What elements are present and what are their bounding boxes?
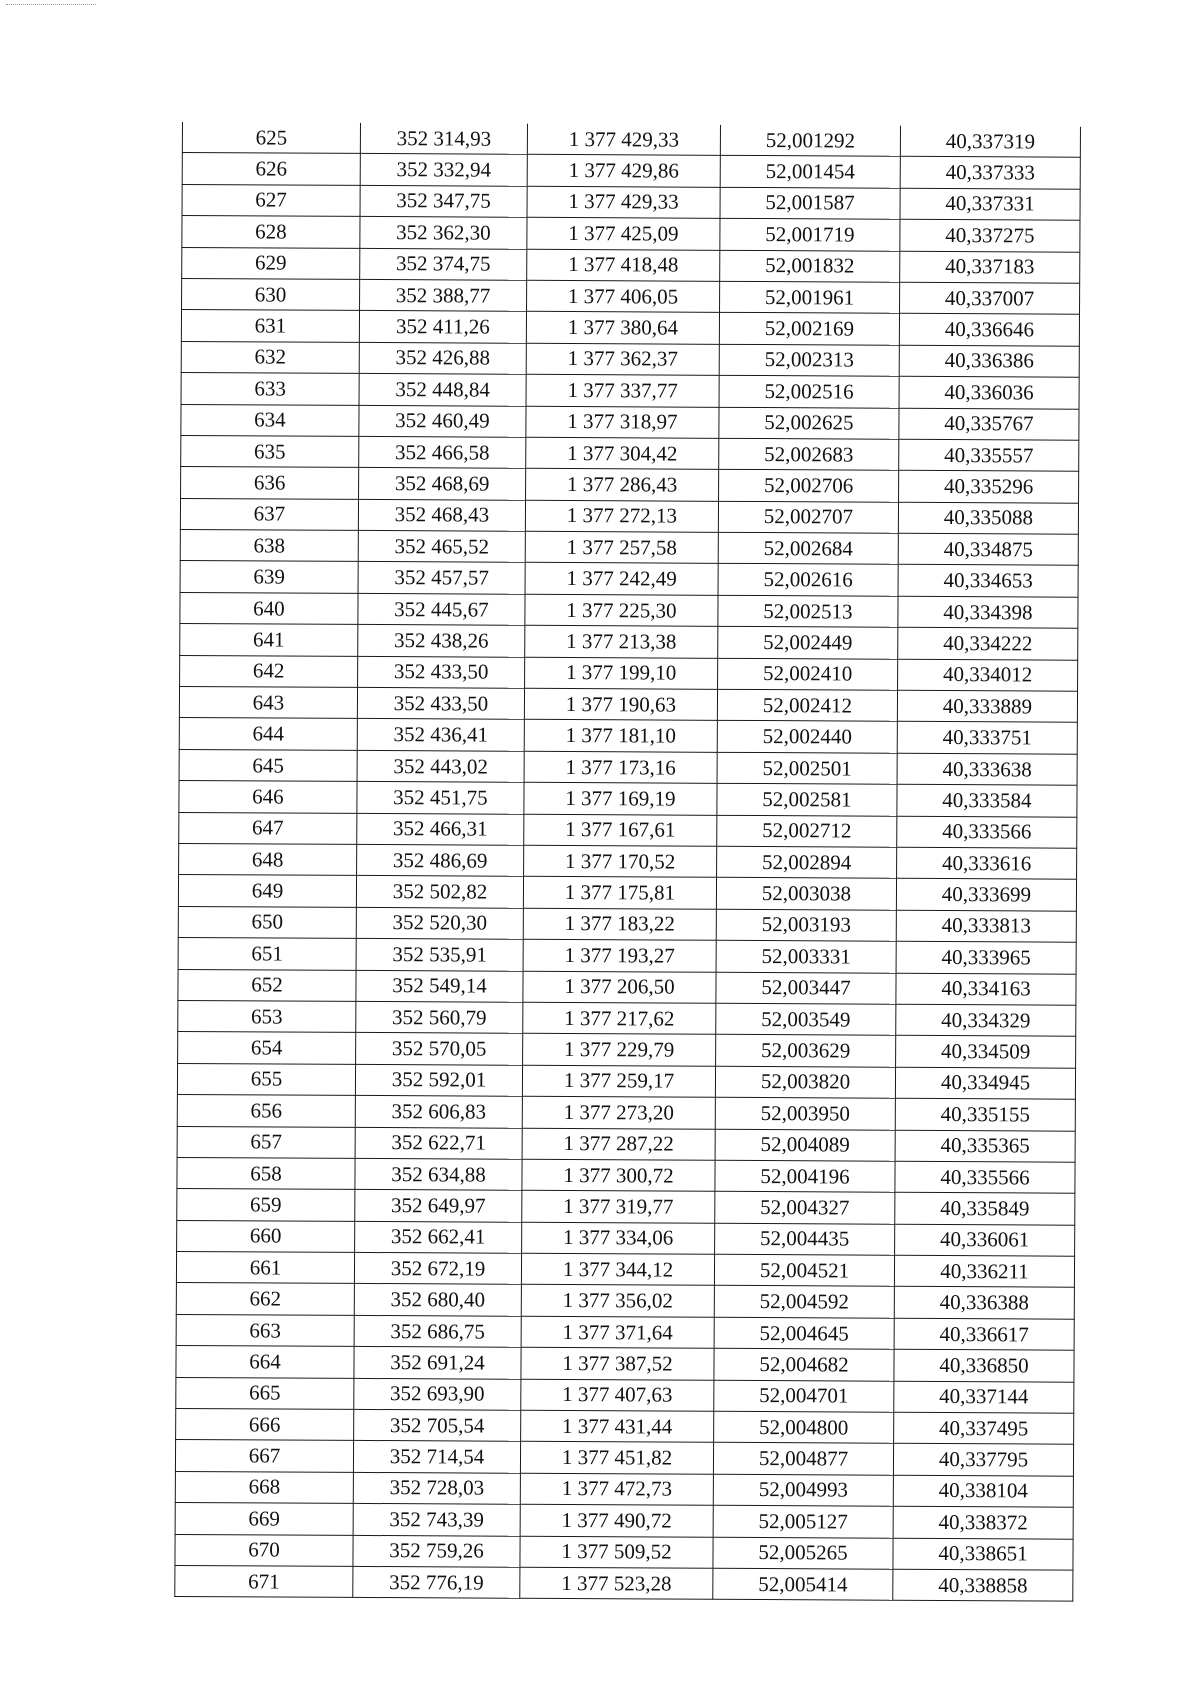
point-number-cell: 649	[178, 875, 356, 907]
point-number-cell: 642	[180, 655, 358, 687]
point-number-cell: 670	[175, 1534, 353, 1566]
latitude-cell: 52,002412	[717, 689, 897, 721]
x-coordinate-cell: 352 314,93	[360, 123, 527, 155]
x-coordinate-cell: 352 634,88	[355, 1158, 522, 1190]
longitude-cell: 40,337319	[900, 126, 1080, 158]
table-row	[175, 1471, 1073, 1507]
y-coordinate-cell: 1 377 429,33	[527, 124, 720, 156]
point-number-cell: 635	[181, 435, 359, 467]
point-number-cell: 663	[176, 1314, 354, 1346]
y-coordinate-cell: 1 377 273,20	[522, 1096, 715, 1128]
latitude-cell: 52,004089	[715, 1129, 895, 1161]
point-number-cell: 636	[181, 467, 359, 499]
latitude-cell: 52,001832	[720, 250, 900, 282]
table-row	[181, 310, 1079, 346]
longitude-cell: 40,336211	[894, 1255, 1074, 1287]
latitude-cell: 52,001961	[720, 281, 900, 313]
y-coordinate-cell: 1 377 472,73	[520, 1473, 713, 1505]
longitude-cell: 40,337275	[900, 219, 1080, 251]
longitude-cell: 40,334163	[896, 973, 1076, 1005]
y-coordinate-cell: 1 377 418,48	[527, 249, 720, 281]
y-coordinate-cell: 1 377 429,86	[527, 155, 720, 187]
point-number-cell: 644	[179, 718, 357, 750]
y-coordinate-cell: 1 377 193,27	[523, 939, 716, 971]
x-coordinate-cell: 352 347,75	[360, 185, 527, 217]
latitude-cell: 52,002313	[719, 344, 899, 376]
x-coordinate-cell: 352 691,24	[354, 1347, 521, 1379]
table-row	[182, 278, 1080, 314]
latitude-cell: 52,005414	[713, 1568, 893, 1600]
x-coordinate-cell: 352 388,77	[360, 279, 527, 311]
point-number-cell: 631	[181, 310, 359, 342]
y-coordinate-cell: 1 377 169,19	[524, 783, 717, 815]
y-coordinate-cell: 1 377 380,64	[526, 312, 719, 344]
latitude-cell: 52,004993	[713, 1474, 893, 1506]
table-row	[178, 1032, 1076, 1068]
latitude-cell: 52,001587	[720, 187, 900, 219]
latitude-cell: 52,004701	[714, 1380, 894, 1412]
table-row	[179, 687, 1077, 723]
table-row	[182, 184, 1080, 220]
x-coordinate-cell: 352 468,43	[358, 499, 525, 531]
longitude-cell: 40,335849	[895, 1193, 1075, 1225]
y-coordinate-cell: 1 377 334,06	[522, 1222, 715, 1254]
table-row	[181, 435, 1079, 471]
table-row	[182, 122, 1080, 158]
y-coordinate-cell: 1 377 406,05	[527, 280, 720, 312]
y-coordinate-cell: 1 377 362,37	[526, 343, 719, 375]
x-coordinate-cell: 352 443,02	[357, 750, 524, 782]
latitude-cell: 52,002707	[718, 501, 898, 533]
table-row	[181, 467, 1079, 503]
y-coordinate-cell: 1 377 509,52	[520, 1536, 713, 1568]
x-coordinate-cell: 352 411,26	[359, 311, 526, 343]
table-row	[179, 781, 1077, 817]
y-coordinate-cell: 1 377 170,52	[524, 845, 717, 877]
x-coordinate-cell: 352 680,40	[354, 1284, 521, 1316]
table-row	[178, 938, 1076, 974]
latitude-cell: 52,001292	[720, 125, 900, 157]
scan-artifact	[6, 4, 96, 9]
point-number-cell: 653	[178, 1000, 356, 1032]
point-number-cell: 646	[179, 781, 357, 813]
x-coordinate-cell: 352 693,90	[354, 1378, 521, 1410]
longitude-cell: 40,337007	[900, 282, 1080, 314]
point-number-cell: 625	[182, 122, 360, 154]
x-coordinate-cell: 352 465,52	[358, 531, 525, 563]
latitude-cell: 52,002684	[718, 532, 898, 564]
table-row	[179, 812, 1077, 848]
table-row	[177, 1126, 1075, 1162]
latitude-cell: 52,005127	[713, 1505, 893, 1537]
latitude-cell: 52,002581	[717, 784, 897, 816]
coordinates-table	[174, 122, 1081, 1602]
table-row	[180, 655, 1078, 691]
longitude-cell: 40,333889	[897, 690, 1077, 722]
longitude-cell: 40,336036	[899, 376, 1079, 408]
latitude-cell: 52,002683	[719, 438, 899, 470]
y-coordinate-cell: 1 377 337,77	[526, 374, 719, 406]
y-coordinate-cell: 1 377 287,22	[522, 1128, 715, 1160]
latitude-cell: 52,003447	[716, 972, 896, 1004]
longitude-cell: 40,336061	[895, 1224, 1075, 1256]
latitude-cell: 52,002625	[719, 407, 899, 439]
table-row	[181, 341, 1079, 377]
longitude-cell: 40,336850	[894, 1349, 1074, 1381]
x-coordinate-cell: 352 535,91	[356, 939, 523, 971]
x-coordinate-cell: 352 592,01	[355, 1064, 522, 1096]
latitude-cell: 52,005265	[713, 1537, 893, 1569]
x-coordinate-cell: 352 549,14	[356, 970, 523, 1002]
longitude-cell: 40,337333	[900, 157, 1080, 189]
point-number-cell: 647	[179, 812, 357, 844]
table-row	[176, 1252, 1074, 1288]
x-coordinate-cell: 352 560,79	[356, 1001, 523, 1033]
x-coordinate-cell: 352 448,84	[359, 374, 526, 406]
x-coordinate-cell: 352 466,58	[359, 436, 526, 468]
y-coordinate-cell: 1 377 344,12	[521, 1253, 714, 1285]
latitude-cell: 52,002169	[719, 313, 899, 345]
longitude-cell: 40,333616	[897, 847, 1077, 879]
point-number-cell: 671	[175, 1565, 353, 1597]
y-coordinate-cell: 1 377 431,44	[521, 1410, 714, 1442]
x-coordinate-cell: 352 486,69	[357, 844, 524, 876]
latitude-cell: 52,002712	[717, 815, 897, 847]
x-coordinate-cell: 352 662,41	[355, 1221, 522, 1253]
y-coordinate-cell: 1 377 175,81	[523, 877, 716, 909]
latitude-cell: 52,002513	[718, 595, 898, 627]
table-row	[182, 153, 1080, 189]
point-number-cell: 626	[182, 153, 360, 185]
point-number-cell: 660	[177, 1220, 355, 1252]
x-coordinate-cell: 352 606,83	[355, 1096, 522, 1128]
longitude-cell: 40,333965	[896, 941, 1076, 973]
y-coordinate-cell: 1 377 167,61	[524, 814, 717, 846]
x-coordinate-cell: 352 445,67	[358, 593, 525, 625]
latitude-cell: 52,002501	[717, 752, 897, 784]
point-number-cell: 637	[180, 498, 358, 530]
table-row	[177, 1189, 1075, 1225]
table-row	[179, 749, 1077, 785]
latitude-cell: 52,004645	[714, 1317, 894, 1349]
latitude-cell: 52,003820	[715, 1066, 895, 1098]
longitude-cell: 40,333699	[896, 879, 1076, 911]
table-row	[180, 561, 1078, 597]
point-number-cell: 648	[179, 843, 357, 875]
x-coordinate-cell: 352 728,03	[353, 1472, 520, 1504]
latitude-cell: 52,004521	[714, 1254, 894, 1286]
longitude-cell: 40,337495	[894, 1412, 1074, 1444]
point-number-cell: 667	[175, 1440, 353, 1472]
longitude-cell: 40,338372	[893, 1506, 1073, 1538]
latitude-cell: 52,002516	[719, 375, 899, 407]
latitude-cell: 52,004592	[714, 1286, 894, 1318]
point-number-cell: 668	[175, 1471, 353, 1503]
y-coordinate-cell: 1 377 213,38	[525, 626, 718, 658]
y-coordinate-cell: 1 377 173,16	[524, 751, 717, 783]
table-row	[179, 843, 1077, 879]
coordinates-table-body	[175, 122, 1081, 1602]
y-coordinate-cell: 1 377 429,33	[527, 186, 720, 218]
y-coordinate-cell: 1 377 181,10	[524, 720, 717, 752]
point-number-cell: 632	[181, 341, 359, 373]
longitude-cell: 40,334875	[898, 533, 1078, 565]
latitude-cell: 52,003549	[716, 1003, 896, 1035]
latitude-cell: 52,003193	[716, 909, 896, 941]
y-coordinate-cell: 1 377 300,72	[522, 1159, 715, 1191]
x-coordinate-cell: 352 433,50	[357, 687, 524, 719]
table-row	[176, 1283, 1074, 1319]
table-row	[180, 530, 1078, 566]
longitude-cell: 40,333584	[897, 784, 1077, 816]
point-number-cell: 662	[176, 1283, 354, 1315]
point-number-cell: 661	[176, 1252, 354, 1284]
point-number-cell: 652	[178, 969, 356, 1001]
y-coordinate-cell: 1 377 318,97	[526, 406, 719, 438]
y-coordinate-cell: 1 377 356,02	[521, 1285, 714, 1317]
point-number-cell: 630	[182, 278, 360, 310]
x-coordinate-cell: 352 776,19	[353, 1566, 520, 1598]
y-coordinate-cell: 1 377 490,72	[520, 1504, 713, 1536]
x-coordinate-cell: 352 438,26	[358, 625, 525, 657]
longitude-cell: 40,336617	[894, 1318, 1074, 1350]
longitude-cell: 40,335566	[895, 1161, 1075, 1193]
point-number-cell: 629	[182, 247, 360, 279]
x-coordinate-cell: 352 460,49	[359, 405, 526, 437]
latitude-cell: 52,004327	[715, 1192, 895, 1224]
table-row	[177, 1063, 1075, 1099]
longitude-cell: 40,335296	[899, 471, 1079, 503]
longitude-cell: 40,333813	[896, 910, 1076, 942]
x-coordinate-cell: 352 743,39	[353, 1504, 520, 1536]
x-coordinate-cell: 352 759,26	[353, 1535, 520, 1567]
latitude-cell: 52,004877	[713, 1443, 893, 1475]
y-coordinate-cell: 1 377 523,28	[520, 1567, 713, 1599]
table-row	[177, 1157, 1075, 1193]
x-coordinate-cell: 352 457,57	[358, 562, 525, 594]
y-coordinate-cell: 1 377 319,77	[522, 1191, 715, 1223]
longitude-cell: 40,335365	[895, 1130, 1075, 1162]
longitude-cell: 40,334222	[898, 628, 1078, 660]
point-number-cell: 641	[180, 624, 358, 656]
table-row	[178, 906, 1076, 942]
x-coordinate-cell: 352 714,54	[353, 1441, 520, 1473]
y-coordinate-cell: 1 377 217,62	[523, 1002, 716, 1034]
longitude-cell: 40,337331	[900, 188, 1080, 220]
longitude-cell: 40,337795	[893, 1444, 1073, 1476]
point-number-cell: 669	[175, 1503, 353, 1535]
longitude-cell: 40,335557	[899, 439, 1079, 471]
table-row	[175, 1565, 1073, 1601]
x-coordinate-cell: 352 374,75	[360, 248, 527, 280]
x-coordinate-cell: 352 466,31	[357, 813, 524, 845]
table-row	[177, 1095, 1075, 1131]
table-row	[175, 1534, 1073, 1570]
y-coordinate-cell: 1 377 451,82	[520, 1442, 713, 1474]
longitude-cell: 40,336386	[899, 345, 1079, 377]
longitude-cell: 40,335155	[895, 1098, 1075, 1130]
longitude-cell: 40,334012	[898, 659, 1078, 691]
table-row	[178, 969, 1076, 1005]
longitude-cell: 40,337183	[900, 251, 1080, 283]
latitude-cell: 52,003331	[716, 940, 896, 972]
table-row	[176, 1314, 1074, 1350]
latitude-cell: 52,002894	[717, 846, 897, 878]
latitude-cell: 52,004800	[714, 1411, 894, 1443]
latitude-cell: 52,004196	[715, 1160, 895, 1192]
point-number-cell: 664	[176, 1346, 354, 1378]
point-number-cell: 659	[177, 1189, 355, 1221]
y-coordinate-cell: 1 377 272,13	[525, 500, 718, 532]
longitude-cell: 40,338104	[893, 1475, 1073, 1507]
point-number-cell: 656	[177, 1095, 355, 1127]
y-coordinate-cell: 1 377 229,79	[523, 1034, 716, 1066]
point-number-cell: 638	[180, 530, 358, 562]
x-coordinate-cell: 352 622,71	[355, 1127, 522, 1159]
longitude-cell: 40,336388	[894, 1287, 1074, 1319]
table-row	[182, 216, 1080, 252]
x-coordinate-cell: 352 705,54	[354, 1409, 521, 1441]
table-row	[180, 498, 1078, 534]
point-number-cell: 640	[180, 592, 358, 624]
y-coordinate-cell: 1 377 242,49	[525, 563, 718, 595]
point-number-cell: 627	[182, 184, 360, 216]
x-coordinate-cell: 352 332,94	[360, 154, 527, 186]
x-coordinate-cell: 352 686,75	[354, 1315, 521, 1347]
latitude-cell: 52,002616	[718, 564, 898, 596]
point-number-cell: 650	[178, 906, 356, 938]
x-coordinate-cell: 352 468,69	[359, 468, 526, 500]
y-coordinate-cell: 1 377 286,43	[526, 469, 719, 501]
point-number-cell: 651	[178, 938, 356, 970]
point-number-cell: 655	[177, 1063, 355, 1095]
longitude-cell: 40,334945	[895, 1067, 1075, 1099]
table-row	[175, 1503, 1073, 1539]
longitude-cell: 40,336646	[899, 314, 1079, 346]
longitude-cell: 40,333638	[897, 753, 1077, 785]
longitude-cell: 40,334329	[896, 1004, 1076, 1036]
longitude-cell: 40,334398	[898, 596, 1078, 628]
latitude-cell: 52,003950	[715, 1097, 895, 1129]
longitude-cell: 40,335088	[898, 502, 1078, 534]
table-row	[180, 592, 1078, 628]
longitude-cell: 40,333566	[897, 816, 1077, 848]
y-coordinate-cell: 1 377 425,09	[527, 217, 720, 249]
x-coordinate-cell: 352 520,30	[356, 907, 523, 939]
latitude-cell: 52,001719	[720, 218, 900, 250]
y-coordinate-cell: 1 377 371,64	[521, 1316, 714, 1348]
latitude-cell: 52,003629	[716, 1035, 896, 1067]
y-coordinate-cell: 1 377 407,63	[521, 1379, 714, 1411]
x-coordinate-cell: 352 362,30	[360, 217, 527, 249]
table-row	[178, 875, 1076, 911]
latitude-cell: 52,002440	[717, 721, 897, 753]
latitude-cell: 52,004682	[714, 1349, 894, 1381]
table-row	[182, 247, 1080, 283]
y-coordinate-cell: 1 377 199,10	[525, 657, 718, 689]
table-row	[181, 404, 1079, 440]
y-coordinate-cell: 1 377 257,58	[525, 531, 718, 563]
x-coordinate-cell: 352 502,82	[356, 876, 523, 908]
latitude-cell: 52,002706	[719, 470, 899, 502]
longitude-cell: 40,337144	[894, 1381, 1074, 1413]
x-coordinate-cell: 352 649,97	[355, 1190, 522, 1222]
longitude-cell: 40,338651	[893, 1538, 1073, 1570]
longitude-cell: 40,334509	[896, 1036, 1076, 1068]
x-coordinate-cell: 352 570,05	[356, 1033, 523, 1065]
table-row	[176, 1346, 1074, 1382]
y-coordinate-cell: 1 377 387,52	[521, 1348, 714, 1380]
point-number-cell: 633	[181, 373, 359, 405]
latitude-cell: 52,002449	[718, 627, 898, 659]
x-coordinate-cell: 352 451,75	[357, 782, 524, 814]
point-number-cell: 634	[181, 404, 359, 436]
x-coordinate-cell: 352 426,88	[359, 342, 526, 374]
y-coordinate-cell: 1 377 304,42	[526, 437, 719, 469]
table-row	[176, 1409, 1074, 1445]
point-number-cell: 645	[179, 749, 357, 781]
longitude-cell: 40,338858	[893, 1569, 1073, 1601]
point-number-cell: 666	[176, 1409, 354, 1441]
table-row	[175, 1440, 1073, 1476]
table-row	[176, 1377, 1074, 1413]
point-number-cell: 639	[180, 561, 358, 593]
x-coordinate-cell: 352 433,50	[358, 656, 525, 688]
latitude-cell: 52,001454	[720, 156, 900, 188]
table-row	[181, 373, 1079, 409]
table-row	[180, 624, 1078, 660]
y-coordinate-cell: 1 377 183,22	[523, 908, 716, 940]
table-row	[177, 1220, 1075, 1256]
point-number-cell: 658	[177, 1157, 355, 1189]
latitude-cell: 52,003038	[716, 878, 896, 910]
longitude-cell: 40,335767	[899, 408, 1079, 440]
y-coordinate-cell: 1 377 190,63	[524, 688, 717, 720]
point-number-cell: 654	[178, 1032, 356, 1064]
longitude-cell: 40,333751	[897, 722, 1077, 754]
point-number-cell: 657	[177, 1126, 355, 1158]
table-row	[179, 718, 1077, 754]
point-number-cell: 643	[179, 687, 357, 719]
y-coordinate-cell: 1 377 206,50	[523, 971, 716, 1003]
y-coordinate-cell: 1 377 225,30	[525, 594, 718, 626]
table-row	[178, 1000, 1076, 1036]
point-number-cell: 665	[176, 1377, 354, 1409]
point-number-cell: 628	[182, 216, 360, 248]
x-coordinate-cell: 352 672,19	[354, 1252, 521, 1284]
latitude-cell: 52,002410	[718, 658, 898, 690]
longitude-cell: 40,334653	[898, 565, 1078, 597]
y-coordinate-cell: 1 377 259,17	[522, 1065, 715, 1097]
x-coordinate-cell: 352 436,41	[357, 719, 524, 751]
latitude-cell: 52,004435	[715, 1223, 895, 1255]
